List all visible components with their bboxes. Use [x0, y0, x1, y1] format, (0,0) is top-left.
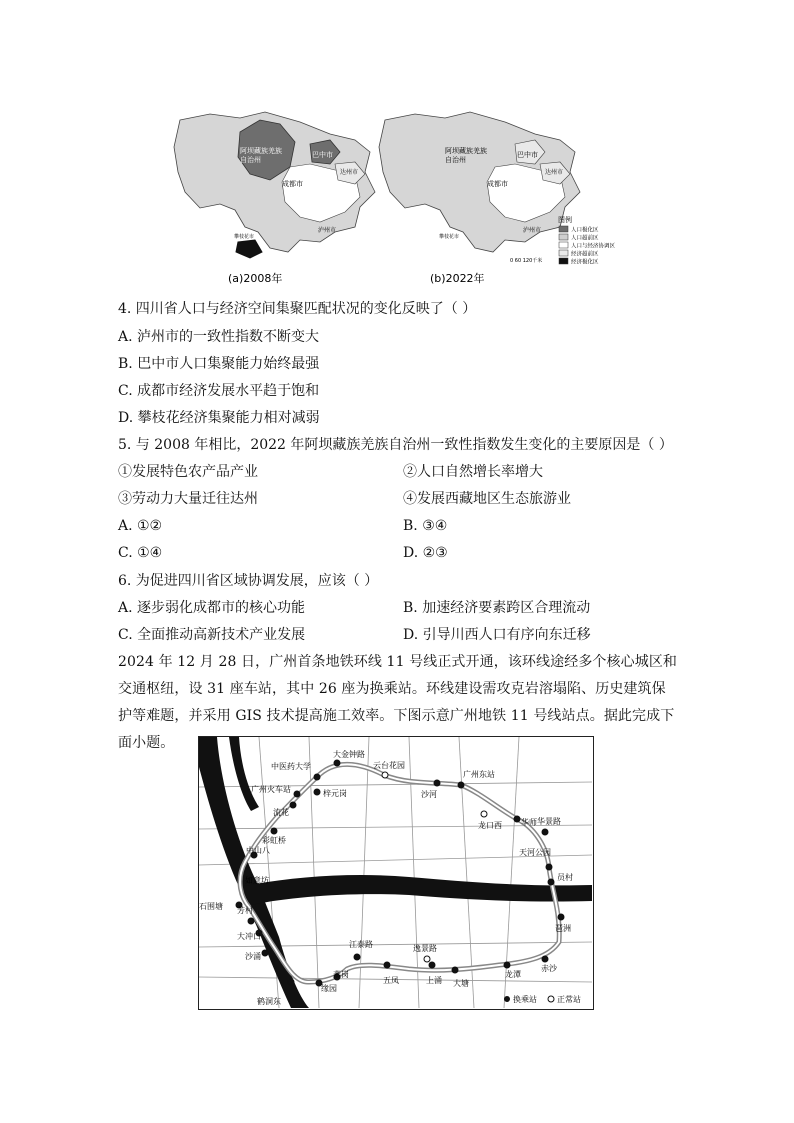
map-a-label-luzhou: 泸州市 — [318, 227, 337, 234]
question-4-option-b[interactable]: B. 巴中市人口集聚能力始终最强 — [118, 356, 320, 372]
metro-station-marker — [384, 962, 390, 968]
metro-station-label: 燕岗 — [333, 970, 349, 979]
map-b-label-dazhou: 达州市 — [545, 169, 564, 176]
map-a-label-bazhong: 巴中市 — [312, 151, 333, 159]
metro-map-svg — [199, 737, 592, 1008]
metro-station-label: 龙口西 — [478, 821, 502, 830]
map-b-caption: (b)2022年 — [430, 272, 485, 285]
question-5-stem: 5. 与 2008 年相比，2022 年阿坝藏族羌族自治州一致性指数发生变化的主要原因是（ ） — [118, 437, 673, 453]
metro-station-label: 广州东站 — [463, 770, 495, 779]
question-5-statement-3: ③劳动力大量迁往达州 — [118, 491, 258, 507]
metro-station-marker — [542, 956, 548, 962]
metro-station-label: 龙潭 — [505, 970, 521, 979]
map-a — [174, 112, 375, 285]
map-b-label-panzhihua: 攀枝花市 — [439, 234, 460, 240]
metro-station-marker — [504, 962, 510, 968]
metro-station-label: 大冲口 — [237, 932, 261, 941]
question-5-option-b[interactable]: B. ③④ — [403, 518, 448, 534]
question-4-stem: 4. 四川省人口与经济空间集聚匹配状况的变化反映了（ ） — [118, 301, 477, 317]
maps-legend-label: 人口超前区 — [571, 235, 599, 242]
maps-legend-label: 经济超前区 — [571, 251, 599, 258]
map-a-label-chengdu: 成都市 — [282, 180, 303, 188]
maps-legend-scale: 0 60 120千米 — [510, 258, 543, 264]
question-6-option-a[interactable]: A. 逐步弱化成都市的核心功能 — [118, 600, 306, 616]
metro-legend-normal-marker — [548, 996, 554, 1002]
question-5-option-c[interactable]: C. ①④ — [118, 545, 163, 561]
metro-station-marker — [290, 802, 296, 808]
metro-station-marker — [458, 782, 464, 788]
metro-legend-transfer-label: 换乘站 — [513, 995, 537, 1004]
metro-station-label: 员村 — [557, 873, 573, 882]
metro-station-label: 沙涌 — [245, 952, 261, 961]
metro-station-label: 梓元岗 — [323, 789, 347, 798]
maps-legend-swatch — [559, 258, 568, 264]
map-a-label-dazhou: 达州市 — [340, 169, 359, 176]
metro-station-marker — [294, 791, 300, 797]
metro-legend-transfer-marker — [504, 996, 510, 1002]
metro-station-label: 上涌 — [426, 976, 442, 985]
question-4-option-c[interactable]: C. 成都市经济发展水平趋于饱和 — [118, 383, 320, 399]
metro-station-label: 五凤 — [383, 976, 399, 985]
metro-station-marker — [314, 774, 320, 780]
maps-legend-label: 人口极化区 — [571, 227, 599, 234]
map-b — [379, 112, 580, 285]
map-b-label-luzhou: 泸州市 — [523, 227, 542, 234]
question-6-option-b[interactable]: B. 加速经济要素跨区合理流动 — [403, 600, 591, 616]
maps-legend-swatch — [559, 234, 568, 240]
metro-station-label: 华景路 — [537, 817, 561, 826]
metro-station-label: 石围塘 — [199, 902, 223, 911]
question-6-option-c[interactable]: C. 全面推动高新技术产业发展 — [118, 627, 306, 643]
metro-station-marker — [334, 760, 340, 766]
metro-station-marker — [548, 879, 554, 885]
metro-station-label: 天河公园 — [519, 848, 551, 857]
metro-station-marker — [248, 918, 254, 924]
metro-station-label: 云台花园 — [373, 761, 405, 770]
metro-station-marker — [452, 967, 458, 973]
maps-legend-swatch — [559, 242, 568, 248]
metro-station-marker — [434, 780, 440, 786]
question-5-option-d[interactable]: D. ②③ — [403, 545, 448, 561]
map-b-label-chengdu: 成都市 — [487, 180, 508, 188]
map-a-label-aba: 阿坝藏族羌族自治州 — [240, 147, 282, 164]
question-5-statement-4: ④发展西藏地区生态旅游业 — [403, 491, 571, 507]
metro-legend-normal-label: 正常站 — [557, 995, 581, 1004]
map-b-label-aba: 阿坝藏族羌族自治州 — [445, 147, 487, 164]
map-a-panzhihua-region — [236, 240, 262, 258]
metro-station-marker — [314, 789, 320, 795]
metro-station-label: 江泰路 — [349, 940, 373, 949]
metro-station-marker — [262, 950, 268, 956]
metro-station-marker — [558, 914, 564, 920]
metro-station-label: 逸景路 — [413, 944, 437, 953]
metro-station-label: 流花 — [273, 808, 289, 817]
metro-station-label: 广州火车站 — [251, 785, 291, 794]
metro-station-marker — [546, 864, 552, 870]
maps-legend-label: 经济极化区 — [571, 259, 599, 266]
question-6-option-d[interactable]: D. 引导川西人口有序向东迁移 — [403, 627, 591, 643]
metro-station-marker — [382, 772, 388, 778]
question-5-statement-1: ①发展特色农产品产业 — [118, 464, 258, 480]
metro-station-label: 如意坊 — [245, 876, 269, 885]
metro-passage: 2024 年 12 月 28 日，广州首条地铁环线 11 号线正式开通，该环线途经多个核心城区和交通枢纽，设 31 座车站，其中 26 座为换乘站。环线建设需攻克岩溶塌陷、历史建筑保护等难题，并采用 GIS 技术提高施工效率。下图示意广州地铁 11 号线站点。据此完成下面小题。 — [118, 654, 678, 751]
metro-station-marker — [288, 979, 294, 985]
map-b-label-bazhong: 巴中市 — [517, 151, 538, 159]
metro-station-label: 彩虹桥 — [262, 836, 286, 845]
metro-map-figure — [198, 736, 594, 1010]
metro-station-marker — [424, 956, 430, 962]
maps-legend-title: 图例 — [558, 216, 572, 224]
metro-station-marker — [271, 828, 277, 834]
sichuan-maps-figure — [170, 112, 616, 290]
metro-station-label: 中山八 — [246, 846, 270, 855]
metro-station-label: 华师 — [521, 818, 537, 827]
maps-legend-swatch — [559, 226, 568, 232]
metro-station-marker — [354, 954, 360, 960]
map-a-caption: (a)2008年 — [228, 272, 283, 285]
metro-station-marker — [514, 816, 520, 822]
metro-station-label: 琶洲 — [555, 924, 571, 933]
metro-station-label: 芳村 — [237, 906, 253, 915]
metro-station-label: 中医药大学 — [271, 762, 311, 771]
question-5-statement-2: ②人口自然增长率增大 — [403, 464, 543, 480]
sichuan-maps-svg — [170, 112, 616, 290]
metro-station-marker — [542, 829, 548, 835]
question-4-option-d[interactable]: D. 攀枝花经济集聚能力相对减弱 — [118, 410, 320, 426]
question-6-stem: 6. 为促进四川省区域协调发展，应该（ ） — [118, 573, 379, 589]
map-a-label-panzhihua: 攀枝花市 — [234, 234, 255, 240]
metro-station-label: 缘园 — [321, 984, 337, 993]
question-5-option-a[interactable]: A. ①② — [118, 518, 163, 534]
metro-station-label: 大塘 — [453, 979, 469, 988]
maps-legend-swatch — [559, 250, 568, 256]
metro-station-marker — [481, 811, 487, 817]
question-4-option-a[interactable]: A. 泸州市的一致性指数不断变大 — [118, 329, 320, 345]
metro-station-label: 沙河 — [421, 790, 437, 799]
metro-station-label: 赤沙 — [541, 964, 557, 973]
maps-legend-label: 人口与经济协调区 — [571, 243, 616, 250]
metro-legend — [504, 994, 581, 1004]
metro-station-label: 鹤洞东 — [257, 997, 281, 1006]
metro-station-marker — [429, 962, 435, 968]
metro-station-label: 大金钟路 — [333, 750, 365, 759]
